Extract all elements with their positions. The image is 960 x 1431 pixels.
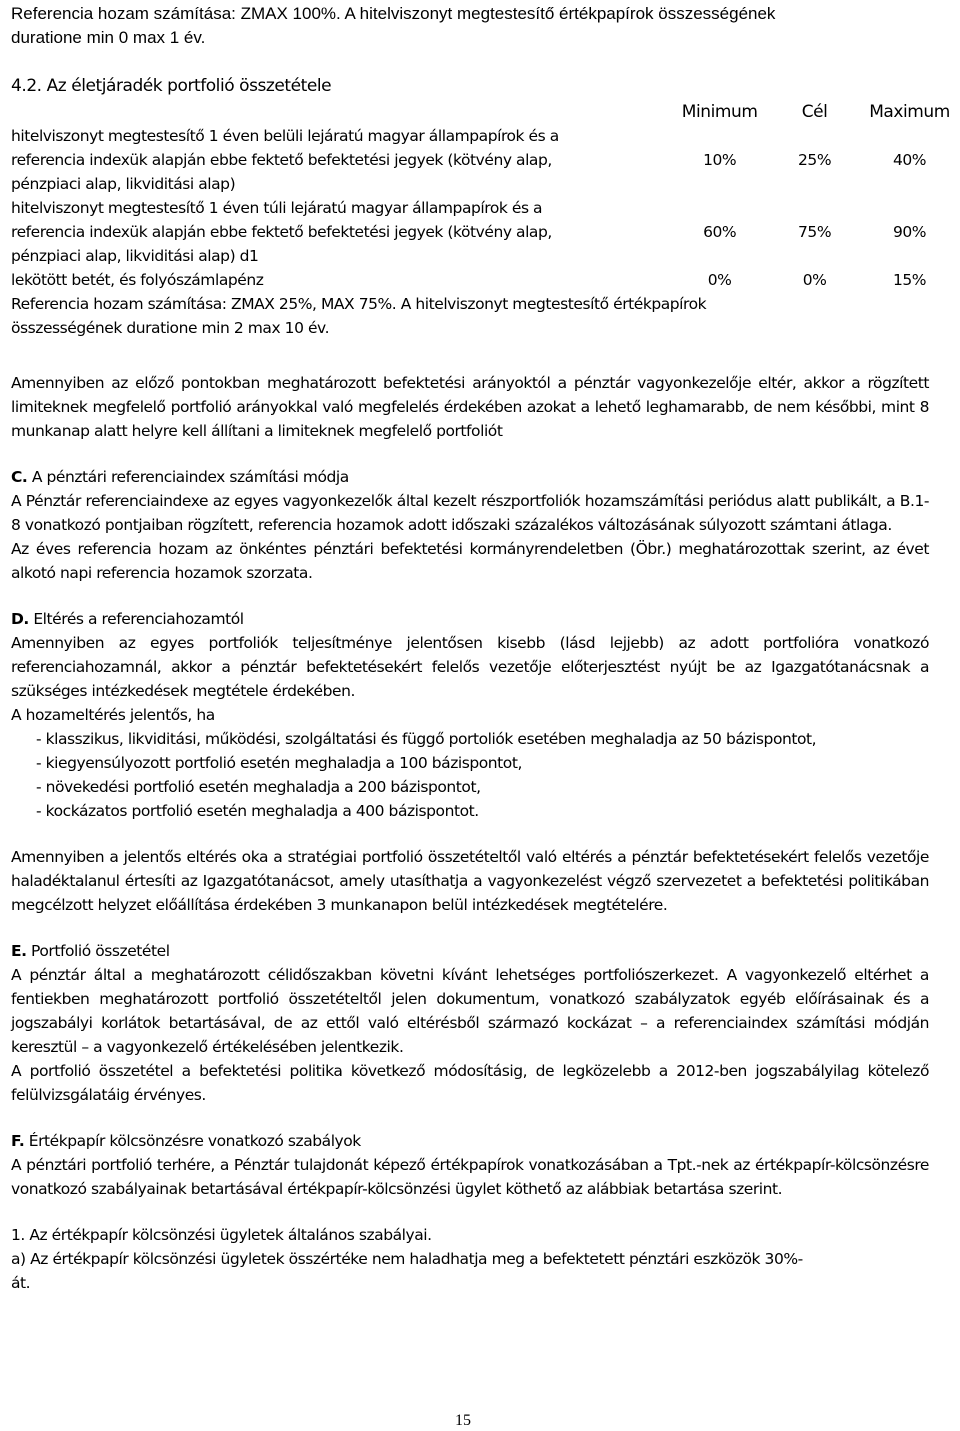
section-f-sub-1: 1. Az értékpapír kölcsönzési ügyletek általános szabályai.	[11, 1226, 432, 1244]
row-label-line: pénzpiaci alap, likviditási alap) d1	[11, 247, 259, 265]
section-d-heading	[11, 607, 929, 631]
section-c-title: A pénztári referenciaindex számítási módja	[27, 468, 349, 486]
row-max: 15%	[892, 271, 927, 289]
row-target: 25%	[798, 151, 832, 169]
row-max: 40%	[892, 151, 927, 169]
list-item: - kockázatos portfolió esetén meghaladja a 400 bázispontot.	[36, 802, 479, 820]
row-target: 75%	[798, 223, 832, 241]
section-f-heading	[11, 1129, 929, 1153]
section-f-sub-2-line-1: a) Az értékpapír kölcsönzési ügyletek összértéke nem haladhatja meg a befektetett pénztári eszközök 30%-	[11, 1250, 803, 1268]
intro-line-1: Referencia hozam számítása: ZMAX 100%. A hitelviszonyt megtestesítő értékpapírok összességének	[11, 4, 776, 23]
section-d-title: Eltérés a referenciahozamtól	[28, 610, 244, 628]
section-d-para-2: Amennyiben a jelentős eltérés oka a stratégiai portfolió összetételtől való eltérés a pénztár befektetésekért felelős vezetője haladéktalanul értesíti az Igazgatótanácsot, amely utasíthatja a vagyonkezelést végző szervezetet a befektetési politikában megcélzott helyzet előállítása érdekében 3 munkanapon belül intézkedések megtételére.	[11, 848, 929, 914]
deviation-paragraph: Amennyiben az előző pontokban meghatározott befektetési arányoktól a pénztár vagyonkezelője eltér, akkor a rögzített limiteknek megfelelő portfolió arányokkal való megfelelés érdekében azokat a lehető leghamarabb, de nem későbbi, mint 8 munkanap alatt helyre kell állítani a limiteknek megfelelő portfoliót	[11, 374, 929, 440]
row-min: 0%	[707, 271, 732, 289]
section-f-para-1: A pénztári portfolió terhére, a Pénztár tulajdonát képező értékpapírok vonatkozásában a Tpt.-nek az értékpapír-kölcsönzésre vonatkozó szabályainak betartásával értékpapír-kölcsönzési ügylet köthető az alábbiak betartása szerint.	[11, 1156, 929, 1198]
header-minimum: Minimum	[681, 102, 758, 122]
section-e-para-2: A portfolió összetétel a befektetési politika következő módosításig, de legközelebb a 2012-ben jogszabályilag kötelező felülvizsgálatáig érvényes.	[11, 1062, 929, 1104]
section-c-letter: C.	[11, 468, 28, 486]
row-label-line: lekötött betét, és folyószámlapénz	[11, 271, 264, 289]
row-label-line: pénzpiaci alap, likviditási alap)	[11, 175, 236, 193]
section-4-2	[11, 74, 959, 340]
section-d-list-intro: A hozameltérés jelentős, ha	[11, 706, 215, 724]
section-e-heading	[11, 939, 929, 963]
list-item: - klasszikus, likviditási, működési, szolgáltatási és függő portoliók esetében meghaladja az 50 bázispontot,	[36, 730, 817, 748]
section-c-para-1: A Pénztár referenciaindexe az egyes vagyonkezelők által kezelt részportfoliók hozamszámítási periódus alatt publikált, a B.1-8 vonatkozó pontjaiban rögzített, referencia hozamok adott időszaki százalékos változásának súlyozott számtani átlaga.	[11, 492, 929, 534]
row-target: 0%	[802, 271, 827, 289]
row-label-line: referencia indexük alapján ebbe fektető befektetési jegyek (kötvény alap,	[11, 223, 552, 241]
section-4-2-title: 4.2. Az életjáradék portfolió összetétele	[11, 76, 332, 96]
row-label-line: hitelviszonyt megtestesítő 1 éven túli lejáratú magyar állampapírok és a	[11, 199, 543, 217]
row-min: 10%	[703, 151, 737, 169]
header-maximum: Maximum	[869, 102, 950, 122]
section-d-letter: D.	[11, 610, 29, 628]
row-min: 60%	[703, 223, 737, 241]
section-e-title: Portfolió összetétel	[26, 942, 170, 960]
section-f-title: Értékpapír kölcsönzésre vonatkozó szabályok	[24, 1132, 361, 1150]
row-label-line: hitelviszonyt megtestesítő 1 éven belüli lejáratú magyar állampapírok és a	[11, 127, 559, 145]
intro-line-2: duratione min 0 max 1 év.	[11, 28, 206, 47]
row-max: 90%	[892, 223, 927, 241]
section-c-para-2: Az éves referencia hozam az önkéntes pénztári befektetési kormányrendeletben (Öbr.) meghatározottak szerint, az évet alkotó napi referencia hozamok szorzata.	[11, 540, 929, 582]
table-row	[11, 268, 957, 292]
page-number: 15	[455, 1412, 471, 1429]
body-text	[11, 371, 929, 1295]
section-e-letter: E.	[11, 942, 27, 960]
reference-yield-line-2: összességének duratione min 2 max 10 év.	[11, 319, 330, 337]
section-c-heading	[11, 465, 929, 489]
table-header-row	[11, 100, 957, 124]
section-f-sub-2-line-2: át.	[11, 1274, 31, 1292]
header-target: Cél	[801, 102, 828, 122]
row-label-line: referencia indexük alapján ebbe fektető befektetési jegyek (kötvény alap,	[11, 151, 552, 169]
list-item: - növekedési portfolió esetén meghaladja a 200 bázispontot,	[36, 778, 481, 796]
section-f-letter: F.	[11, 1132, 25, 1150]
table-row	[11, 196, 957, 268]
list-item: - kiegyensúlyozott portfolió esetén meghaladja a 100 bázispontot,	[36, 754, 522, 772]
section-e-para-1: A pénztár által a meghatározott célidőszakban követni kívánt lehetséges portfoliószerkezet. A vagyonkezelő eltérhet a fentiekben meghatározott portfolió összetételtől jelen dokumentum, vonatkozó szabályzatok egyéb előírásainak és a jogszabályi korlátok betartásával, de az ettől való eltérésből származó kockázat – a referenciaindex számítási módján keresztül – a vagyonkezelő értékelésében jelentkezik.	[11, 966, 929, 1056]
table-row	[11, 124, 957, 196]
reference-yield-line-1: Referencia hozam számítása: ZMAX 25%, MAX 75%. A hitelviszonyt megtestesítő értékpapírok	[11, 295, 707, 313]
threshold-list	[11, 727, 929, 823]
intro-block	[11, 2, 775, 50]
allocation-table	[11, 100, 957, 292]
section-d-para-1: Amennyiben az egyes portfoliók teljesítménye jelentősen kisebb (lásd lejjebb) az adott portfolióra vonatkozó referenciahozamnál, akkor a pénztár befektetésekért felelős vezetője előterjesztést nyújt be az Igazgatótanácsnak a szükséges intézkedések megtétele érdekében.	[11, 634, 929, 700]
